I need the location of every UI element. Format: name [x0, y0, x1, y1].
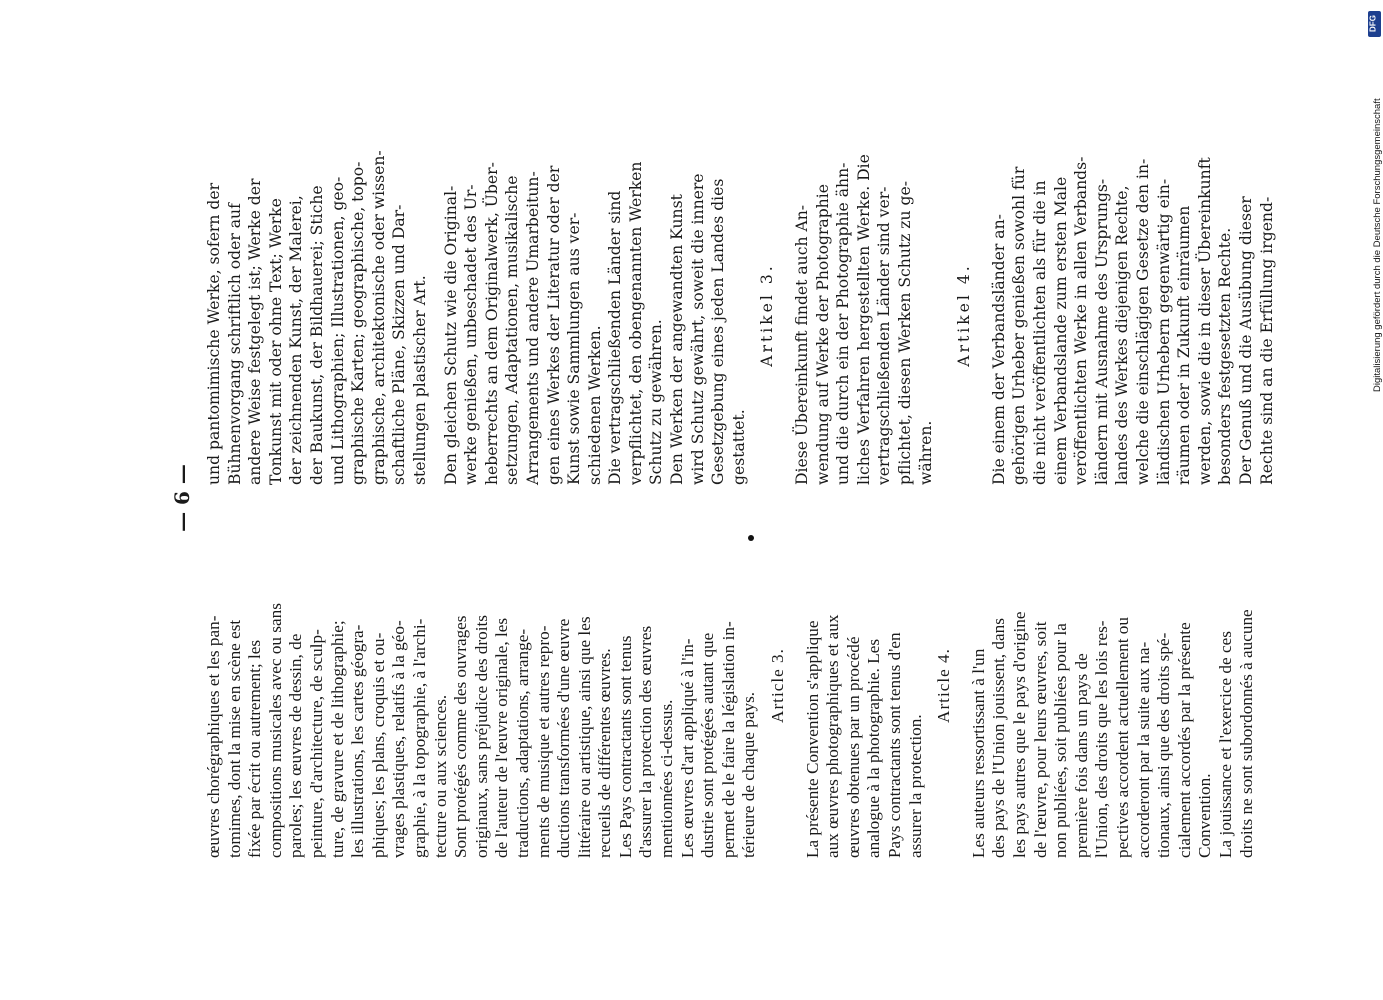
dfg-logo	[1368, 11, 1381, 37]
text-line: ductions transformées d'une œuvre	[554, 618, 574, 858]
text-line: ments de musique et autres repro-	[533, 625, 553, 858]
de-paragraph-genuss	[1236, 145, 1277, 485]
text-line: schiedenen Werken.	[585, 325, 604, 485]
text-line: graphische Karten; geographische, topo-	[349, 161, 368, 485]
fr-article4-text	[969, 513, 1216, 858]
text-line: Pays contractants sont tenus d'en	[885, 632, 904, 858]
text-line: aux œuvres photographiques et aux	[823, 614, 843, 858]
page-number-header: — 6 —	[170, 464, 194, 532]
text-line: und die durch ein der Photographie ähn-	[834, 162, 853, 485]
text-line: Rechte sind an die Erfüllung irgend-	[1257, 196, 1276, 485]
text-line: La présente Convention s'applique	[802, 620, 822, 858]
text-line: des pays de l'Union jouissent, dans	[989, 618, 1009, 858]
text-line: Les auteurs ressortissant à l'un	[968, 648, 988, 858]
text-line: ländischen Urhebern gegenwärtig ein-	[1154, 178, 1173, 485]
text-line: und Lithographien; Illustrationen, geo-	[328, 176, 347, 485]
dfg-credit-text: Digitalisierung gefördert durch die Deutsche Forschungsgemeinschaft	[1372, 98, 1383, 392]
de-paragraph-angewandt	[667, 145, 749, 485]
text-line: Kunst sowie Sammlungen aus ver-	[565, 212, 584, 485]
fr-paragraph-jouissance	[1216, 513, 1257, 858]
text-line: wendung auf Werke der Photographie	[813, 184, 832, 485]
text-line: térieure de chaque pays.	[739, 691, 759, 858]
text-line: schaftliche Pläne, Skizzen und Dar-	[390, 204, 409, 485]
text-line: stellungen plastischer Art.	[410, 275, 429, 485]
fr-paragraph-proteges	[451, 513, 616, 858]
text-line: les pays autres que le pays d'origine	[1009, 611, 1029, 858]
text-line: fixée par écrit ou autrement; les	[245, 639, 265, 858]
text-line: der zeichnenden Kunst, der Malerei,	[287, 195, 306, 485]
german-column	[204, 145, 1277, 485]
text-line: vertragschließenden Länder sind ver-	[875, 186, 894, 485]
text-line: dustrie sont protégées autant que	[698, 632, 718, 858]
text-line: die nicht veröffentlichten als für die in	[1030, 180, 1049, 485]
de-paragraph-schutz	[441, 145, 606, 485]
text-line: Die einem der Verbandsländer an-	[989, 214, 1008, 485]
text-line: einem Verbandslande zum ersten Male	[1051, 176, 1070, 485]
text-line: mentionnées ci-dessus.	[657, 699, 677, 858]
text-line: Convention.	[1195, 773, 1215, 858]
fr-article4-heading: Article 4.	[934, 648, 954, 723]
text-line: landes des Werkes diejenigen Rechte,	[1113, 185, 1132, 485]
de-article4-heading: Artikel 4.	[955, 263, 974, 367]
de-article3-text	[792, 145, 936, 485]
text-line: tionaux, ainsi que des droits spé-	[1154, 632, 1174, 858]
french-column	[204, 513, 1257, 858]
text-line: Tonkunst mit oder ohne Text; Werke	[266, 198, 285, 485]
text-line: œuvres obtenues par un procédé	[843, 636, 863, 858]
de-article3-heading: Artikel 3.	[758, 263, 777, 367]
text-line: Der Genuß und die Ausübung dieser	[1236, 196, 1255, 485]
text-line: originaux, sans préjudice des droits	[471, 615, 491, 858]
text-line: Den Werken der angewandten Kunst	[668, 194, 687, 485]
text-line: recueils de différentes œuvres.	[595, 648, 615, 858]
dfg-logo-text: DFG	[1368, 15, 1378, 32]
de-paragraph-laender	[605, 145, 667, 485]
text-line: Die vertragschließenden Länder sind	[606, 190, 625, 485]
text-line: analogue à la photographie. Les	[864, 638, 884, 858]
rotated-page-content	[170, 138, 1276, 858]
fr-article3-heading: Article 3.	[768, 648, 788, 723]
fr-paragraph-pays	[616, 513, 678, 858]
text-line: peinture, d'architecture, de sculp-	[306, 629, 326, 858]
text-line: veröffentlichten Werke in allen Verbands-	[1072, 156, 1091, 485]
text-line: graphie, à la topographie, à l'archi-	[409, 618, 429, 858]
text-line: Sont protégés comme des ouvrages	[451, 615, 471, 858]
text-line: Bühnenvorgang schriftlich oder auf	[225, 203, 244, 485]
text-line: verpflichtet, den obengenannten Werken	[626, 161, 645, 485]
text-line: der Baukunst, der Bildhauerei; Stiche	[307, 185, 326, 485]
text-line: les illustrations, les cartes géogra-	[348, 624, 368, 858]
text-line: traductions, adaptations, arrange-	[512, 628, 532, 858]
text-line: ture, de gravure et de lithographie;	[327, 620, 347, 858]
text-line: de l'œuvre, pour leurs œuvres, soit	[1030, 621, 1050, 858]
text-line: première fois dans un pays de	[1071, 653, 1091, 858]
text-line: phiques; les plans, croquis et ou-	[368, 632, 388, 858]
text-line: non publiées, soit publiées pour la	[1051, 623, 1071, 858]
de-article4-text	[989, 145, 1236, 485]
text-line: setzungen, Adaptationen, musikalische	[503, 175, 522, 485]
text-line: cialement accordés par la présente	[1174, 622, 1194, 858]
de-paragraph-intro	[204, 145, 431, 485]
text-line: Schutz zu gewähren.	[647, 319, 666, 485]
text-line: accorderont par la suite aux na-	[1133, 641, 1153, 858]
text-line: Gesetzgebung eines jeden Landes dies	[709, 178, 728, 485]
text-line: tecture ou aux sciences.	[430, 694, 450, 858]
text-line: Arrangements und andere Umarbeitun-	[523, 171, 542, 485]
text-line: pectives accordent actuellement ou	[1112, 617, 1132, 858]
text-line: werden, sowie die in dieser Übereinkunft	[1195, 157, 1214, 485]
text-line: l'Union, des droits que les lois res-	[1092, 620, 1112, 858]
text-line: wird Schutz gewährt, soweit die innere	[688, 173, 707, 485]
text-line: Den gleichen Schutz wie die Original-	[441, 185, 460, 485]
text-line: räumen oder in Zukunft einräumen	[1175, 205, 1194, 485]
text-line: Les Pays contractants sont tenus	[615, 635, 635, 858]
text-line: compositions musicales avec ou sans	[265, 603, 285, 858]
text-line: de l'auteur de l'œuvre originale, les	[492, 617, 512, 858]
text-line: andere Weise festgelegt ist; Werke der	[246, 178, 265, 485]
text-line: Les œuvres d'art appliqué à l'in-	[677, 638, 697, 858]
text-line: und pantomimische Werke, sofern der	[205, 182, 223, 485]
text-line: permet de le faire la législation in-	[718, 621, 738, 858]
text-line: werke genießen, unbeschadet des Ur-	[462, 184, 481, 485]
text-line: vrages plastiques, relatifs à la géo-	[389, 620, 409, 858]
text-line: droits ne sont subordonnés à aucune	[1236, 609, 1256, 858]
text-line: littéraire ou artistique, ainsi que les	[574, 616, 594, 858]
text-line: œuvres chorégraphiques et les pan-	[204, 615, 223, 858]
text-line: gen eines Werkes der Literatur oder der	[544, 165, 563, 485]
text-line: pflichtet, diesen Werken Schutz zu ge-	[896, 180, 914, 485]
text-line: assurer la protection.	[905, 714, 925, 858]
text-line: ländern mit Ausnahme des Ursprungs-	[1092, 178, 1111, 485]
text-line: gehörigen Urheber genießen sowohl für	[1010, 166, 1029, 485]
text-line: heberrechts an dem Originalwerk, Über-	[482, 162, 501, 485]
text-line: graphische, architektonische oder wissen-	[369, 150, 388, 485]
fr-article3-text	[803, 513, 927, 858]
text-line: währen.	[916, 420, 935, 485]
text-line: besonders festgesetzten Rechte.	[1216, 227, 1235, 485]
fr-paragraph-art-applique	[678, 513, 760, 858]
text-line: gestattet.	[729, 409, 748, 485]
text-line: d'assurer la protection des œuvres	[636, 625, 656, 858]
text-line: paroles; les œuvres de dessin, de	[286, 633, 306, 858]
text-line: liches Verfahren hergestellten Werke. Die	[854, 154, 873, 485]
text-line: Diese Übereinkunft findet auch An-	[793, 204, 812, 485]
text-line: tomimes, dont la mise en scène est	[224, 619, 244, 858]
ink-speck	[748, 535, 754, 541]
text-line: La jouissance et l'exercice de ces	[1215, 631, 1235, 858]
fr-paragraph-intro	[204, 513, 451, 858]
text-line: welche die einschlägigen Gesetze den in-	[1133, 158, 1152, 485]
